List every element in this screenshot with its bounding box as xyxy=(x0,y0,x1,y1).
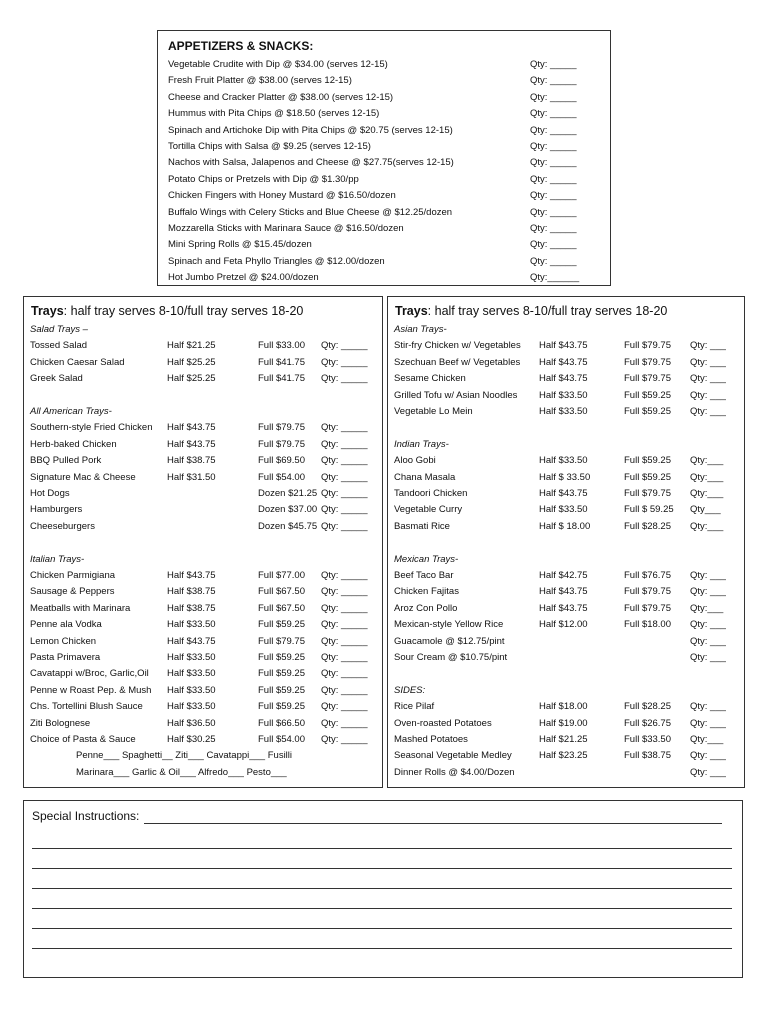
tray-item xyxy=(394,619,740,633)
qty-field[interactable]: Qty: ___ xyxy=(690,635,726,647)
half-price: Half $33.50 xyxy=(167,701,216,713)
item-name: Greek Salad xyxy=(30,373,83,385)
full-price: Full $59.25 xyxy=(624,406,672,417)
appetizer-name: Chicken Fingers with Honey Mustard @ $16.50/dozen xyxy=(168,190,396,202)
half-price: Half $33.50 xyxy=(167,668,216,680)
qty-field[interactable]: Qty: _____ xyxy=(321,504,368,516)
item-name: Dinner Rolls @ $4.00/Dozen xyxy=(394,766,515,778)
item-name: Tossed Salad xyxy=(30,340,88,352)
half-price: Half $42.75 xyxy=(539,570,588,581)
tray-item xyxy=(394,570,740,584)
full-price: Full $59.25 xyxy=(258,684,306,696)
qty-field[interactable]: Qty: _____ xyxy=(321,373,368,385)
appetizer-item xyxy=(168,174,600,185)
appetizer-name: Tortilla Chips with Salsa @ $9.25 (serves 12-15) xyxy=(168,141,371,152)
full-price: Full $79.75 xyxy=(624,340,672,352)
item-name: Sausage & Peppers xyxy=(30,586,115,598)
full-price: Full $79.75 xyxy=(258,635,306,647)
item-name: Chicken Fajitas xyxy=(394,586,459,598)
full-price: Full $ 59.25 xyxy=(624,504,674,516)
qty-field[interactable]: Qty: _____ xyxy=(530,124,577,136)
full-price: Full $38.75 xyxy=(624,750,672,762)
full-price: Dozen $21.25 xyxy=(258,488,318,499)
trays-left-section xyxy=(23,296,383,788)
full-price: Full $18.00 xyxy=(624,619,672,631)
appetizer-item xyxy=(168,92,600,103)
half-price: Half $33.50 xyxy=(539,455,588,467)
half-price: Half $25.25 xyxy=(167,356,216,368)
full-price: Dozen $37.00 xyxy=(258,504,318,516)
half-price: Half $18.00 xyxy=(539,701,588,713)
tray-item xyxy=(30,455,378,469)
qty-field[interactable]: Qty: _____ xyxy=(530,223,577,234)
qty-field[interactable]: Qty: _____ xyxy=(321,471,368,483)
qty-field[interactable]: Qty: _____ xyxy=(321,602,368,614)
qty-field[interactable]: Qty: _____ xyxy=(530,141,577,152)
full-price: Full $67.50 xyxy=(258,586,306,598)
qty-field[interactable]: Qty: _____ xyxy=(321,488,368,499)
trays-left-title: Trays: half tray serves 8-10/full tray serves 18-20 xyxy=(31,304,304,318)
full-price: Full $41.75 xyxy=(258,356,306,368)
qty-field[interactable]: Qty:___ xyxy=(690,734,724,745)
full-price: Full $76.75 xyxy=(624,570,672,581)
qty-field[interactable]: Qty: _____ xyxy=(321,734,368,745)
tray-item xyxy=(394,390,740,404)
qty-field[interactable]: Qty:___ xyxy=(690,488,724,499)
tray-item xyxy=(30,570,378,584)
tray-item xyxy=(30,340,378,354)
half-price: Half $33.50 xyxy=(539,406,588,417)
full-price: Full $28.25 xyxy=(624,701,672,713)
qty-field[interactable]: Qty: ___ xyxy=(690,766,726,778)
tray-item xyxy=(394,586,740,600)
half-price: Half $ 33.50 xyxy=(539,471,591,483)
item-name: Chs. Tortellini Blush Sauce xyxy=(30,701,143,713)
item-name: Guacamole @ $12.75/pint xyxy=(394,635,505,647)
appetizer-name: Mozzarella Sticks with Marinara Sauce @ $16.50/dozen xyxy=(168,223,404,234)
appetizer-item xyxy=(168,207,600,218)
full-price: Full $59.25 xyxy=(258,668,306,680)
category-heading xyxy=(30,406,378,420)
tray-item xyxy=(30,636,378,650)
half-price: Half $19.00 xyxy=(539,717,588,729)
appetizer-name: Cheese and Cracker Platter @ $38.00 (serves 12-15) xyxy=(168,91,394,103)
appetizer-item xyxy=(168,256,600,267)
appetizer-name: Hot Jumbo Pretzel @ $24.00/dozen xyxy=(168,272,319,284)
qty-field[interactable]: Qty: ___ xyxy=(690,389,726,401)
full-price: Full $41.75 xyxy=(258,373,306,385)
half-price: Half $43.75 xyxy=(539,586,588,598)
tray-item xyxy=(30,422,378,436)
item-name: Stir-fry Chicken w/ Vegetables xyxy=(394,340,521,352)
half-price: Half $33.50 xyxy=(539,389,588,401)
half-price: Half $43.75 xyxy=(167,570,216,581)
half-price: Half $38.75 xyxy=(167,602,216,614)
full-price: Full $77.00 xyxy=(258,570,306,581)
half-price: Half $12.00 xyxy=(539,619,588,631)
special-instructions-line[interactable] xyxy=(32,948,732,949)
qty-field[interactable]: Qty:______ xyxy=(530,272,580,284)
tray-item xyxy=(30,521,378,535)
trays-right-section xyxy=(387,296,745,788)
tray-item xyxy=(30,619,378,633)
item-name: Oven-roasted Potatoes xyxy=(394,717,492,729)
category-label: All American Trays- xyxy=(30,406,112,417)
qty-field[interactable]: Qty: _____ xyxy=(321,668,368,680)
special-instructions-line[interactable] xyxy=(32,928,732,929)
full-price: Full $67.50 xyxy=(258,602,306,614)
qty-field[interactable]: Qty: _____ xyxy=(321,684,368,696)
half-price: Half $43.75 xyxy=(539,488,588,499)
tray-item xyxy=(394,357,740,371)
full-price: Full $79.75 xyxy=(624,373,672,385)
tray-item xyxy=(30,603,378,617)
tray-item xyxy=(30,718,378,732)
appetizer-name: Vegetable Crudite with Dip @ $34.00 (serves 12-15) xyxy=(168,59,388,70)
tray-item xyxy=(30,586,378,600)
special-instructions-line[interactable] xyxy=(32,868,732,869)
tray-item xyxy=(30,734,378,748)
qty-field[interactable]: Qty: ___ xyxy=(690,570,726,581)
qty-field[interactable]: Qty: _____ xyxy=(530,108,577,120)
tray-item xyxy=(394,472,740,486)
appetizer-name: Hummus with Pita Chips @ $18.50 (serves 12-15) xyxy=(168,108,380,120)
item-name: Chana Masala xyxy=(394,471,456,483)
pasta-options xyxy=(30,767,378,781)
tray-item xyxy=(30,652,378,666)
half-price: Half $31.50 xyxy=(167,471,216,483)
full-price: Full $59.25 xyxy=(258,652,306,663)
appetizer-item xyxy=(168,75,600,86)
qty-field[interactable]: Qty:___ xyxy=(690,455,724,467)
qty-field[interactable]: Qty: _____ xyxy=(530,239,577,251)
full-price: Full $79.75 xyxy=(624,602,672,614)
qty-field[interactable]: Qty: _____ xyxy=(321,520,368,532)
full-price: Full $79.75 xyxy=(624,488,672,499)
appetizer-item xyxy=(168,272,600,283)
tray-item xyxy=(30,488,378,502)
appetizer-name: Mini Spring Rolls @ $15.45/dozen xyxy=(168,239,312,251)
item-name: Lemon Chicken xyxy=(30,635,97,647)
tray-item xyxy=(30,472,378,486)
qty-field[interactable]: Qty: ___ xyxy=(690,340,726,352)
full-price: Full $79.75 xyxy=(624,586,672,598)
half-price: Half $ 18.00 xyxy=(539,520,591,532)
item-name: Beef Taco Bar xyxy=(394,570,454,581)
qty-field[interactable]: Qty: _____ xyxy=(530,206,577,218)
tray-item xyxy=(394,718,740,732)
qty-field[interactable]: Qty:___ xyxy=(690,471,724,483)
item-name: Signature Mac & Cheese xyxy=(30,471,136,483)
item-name: Mashed Potatoes xyxy=(394,734,468,745)
half-price: Half $43.75 xyxy=(539,356,588,368)
item-name: Ziti Bolognese xyxy=(30,717,91,729)
item-name: Seasonal Vegetable Medley xyxy=(394,750,512,762)
half-price: Half $43.75 xyxy=(167,635,216,647)
half-price: Half $43.75 xyxy=(539,340,588,352)
item-name: Aroz Con Pollo xyxy=(394,602,458,614)
special-instructions-line[interactable] xyxy=(32,888,732,889)
tray-item xyxy=(394,734,740,748)
half-price: Half $43.75 xyxy=(539,373,588,385)
half-price: Half $21.25 xyxy=(167,340,216,352)
full-price: Full $59.25 xyxy=(624,471,672,483)
item-name: Sesame Chicken xyxy=(394,373,466,385)
half-price: Half $25.25 xyxy=(167,373,216,385)
qty-field[interactable]: Qty: _____ xyxy=(530,91,577,103)
category-heading xyxy=(30,324,378,338)
item-name: Penne w Roast Pep. & Mush xyxy=(30,684,152,696)
full-price: Full $33.00 xyxy=(258,340,306,352)
half-price: Half $33.50 xyxy=(167,619,216,631)
qty-field[interactable]: Qty: _____ xyxy=(321,438,368,450)
tray-item xyxy=(30,373,378,387)
tray-item xyxy=(394,504,740,518)
tray-item xyxy=(394,406,740,420)
appetizer-item xyxy=(168,108,600,119)
appetizer-name: Spinach and Artichoke Dip with Pita Chips @ $20.75 (serves 12-15) xyxy=(168,124,453,136)
half-price: Half $30.25 xyxy=(167,734,216,745)
item-name: Sour Cream @ $10.75/pint xyxy=(394,652,508,663)
half-price: Half $23.25 xyxy=(539,750,588,762)
category-label: Salad Trays – xyxy=(30,324,88,335)
tray-item xyxy=(394,521,740,535)
category-label: Italian Trays- xyxy=(30,553,85,565)
category-label: SIDES: xyxy=(394,684,426,696)
item-name: Chicken Parmigiana xyxy=(30,570,116,581)
option-line[interactable]: Marinara___ Garlic & Oil___ Alfredo___ Pesto___ xyxy=(76,766,287,778)
item-name: Tandoori Chicken xyxy=(394,488,468,499)
half-price: Half $38.75 xyxy=(167,586,216,598)
qty-field[interactable]: Qty: _____ xyxy=(530,190,577,202)
full-price: Full $59.25 xyxy=(624,455,672,467)
qty-field[interactable]: Qty:___ xyxy=(690,520,724,532)
qty-field[interactable]: Qty: _____ xyxy=(321,619,368,631)
half-price: Half $43.75 xyxy=(167,438,216,450)
qty-field[interactable]: Qty: _____ xyxy=(530,173,577,185)
item-name: Grilled Tofu w/ Asian Noodles xyxy=(394,389,518,401)
qty-field[interactable]: Qty: ___ xyxy=(690,717,726,729)
category-label: Indian Trays- xyxy=(394,438,449,450)
full-price: Full $54.00 xyxy=(258,734,306,745)
item-name: Choice of Pasta & Sauce xyxy=(30,734,136,745)
qty-field[interactable]: Qty: _____ xyxy=(321,340,368,352)
tray-item xyxy=(394,652,740,666)
special-instructions-field[interactable] xyxy=(144,823,722,824)
full-price: Full $26.75 xyxy=(624,717,672,729)
tray-item xyxy=(30,357,378,371)
category-heading xyxy=(394,554,740,568)
full-price: Full $69.50 xyxy=(258,455,306,467)
qty-field[interactable]: Qty: _____ xyxy=(321,570,368,581)
tray-item xyxy=(30,701,378,715)
special-instructions-line[interactable] xyxy=(32,908,732,909)
full-price: Full $59.25 xyxy=(258,619,306,631)
category-heading xyxy=(394,439,740,453)
appetizers-section xyxy=(157,30,611,286)
qty-field[interactable]: Qty: _____ xyxy=(530,75,577,87)
qty-field[interactable]: Qty: ___ xyxy=(690,356,726,368)
appetizer-item xyxy=(168,223,600,234)
tray-item xyxy=(394,340,740,354)
tray-item xyxy=(394,767,740,781)
tray-item xyxy=(394,455,740,469)
item-name: Hamburgers xyxy=(30,504,83,516)
category-label: Mexican Trays- xyxy=(394,553,459,565)
appetizers-title: APPETIZERS & SNACKS: xyxy=(168,39,314,53)
half-price: Half $33.50 xyxy=(539,504,588,516)
half-price: Half $38.75 xyxy=(167,455,216,467)
item-name: Meatballs with Marinara xyxy=(30,602,131,614)
qty-field[interactable]: Qty: _____ xyxy=(321,635,368,647)
appetizer-name: Buffalo Wings with Celery Sticks and Blue Cheese @ $12.25/dozen xyxy=(168,206,453,218)
item-name: Pasta Primavera xyxy=(30,652,101,663)
tray-item xyxy=(30,685,378,699)
qty-field[interactable]: Qty: _____ xyxy=(321,422,368,434)
tray-item xyxy=(394,750,740,764)
full-price: Full $54.00 xyxy=(258,471,306,483)
appetizer-item xyxy=(168,125,600,136)
appetizer-item xyxy=(168,157,600,168)
appetizer-item xyxy=(168,141,600,152)
pasta-options xyxy=(30,750,378,764)
qty-field[interactable]: Qty: _____ xyxy=(321,586,368,598)
full-price: Full $59.25 xyxy=(624,389,672,401)
category-heading xyxy=(30,554,378,568)
qty-field[interactable]: Qty: _____ xyxy=(530,255,577,267)
half-price: Half $21.25 xyxy=(539,734,588,745)
item-name: Herb-baked Chicken xyxy=(30,438,117,450)
tray-item xyxy=(30,504,378,518)
item-name: BBQ Pulled Pork xyxy=(30,455,102,467)
tray-item xyxy=(394,701,740,715)
qty-field[interactable]: Qty: ___ xyxy=(690,586,726,598)
special-instructions-label: Special Instructions: xyxy=(32,809,140,823)
qty-field[interactable]: Qty: ___ xyxy=(690,701,726,713)
item-name: Penne ala Vodka xyxy=(30,619,102,631)
qty-field[interactable]: Qty: ___ xyxy=(690,652,726,663)
full-price: Full $79.75 xyxy=(258,422,306,434)
special-instructions-section xyxy=(23,800,743,978)
special-instructions-line[interactable] xyxy=(32,848,732,849)
full-price: Dozen $45.75 xyxy=(258,520,318,532)
tray-item xyxy=(30,668,378,682)
half-price: Half $43.75 xyxy=(539,602,588,614)
category-heading xyxy=(394,324,740,338)
qty-field[interactable]: Qty: ___ xyxy=(690,750,726,762)
item-name: Mexican-style Yellow Rice xyxy=(394,619,504,631)
qty-field[interactable]: Qty: ___ xyxy=(690,373,726,385)
item-name: Chicken Caesar Salad xyxy=(30,356,125,368)
qty-field[interactable]: Qty___ xyxy=(690,504,721,516)
appetizer-item xyxy=(168,239,600,250)
category-label: Asian Trays- xyxy=(394,324,447,335)
tray-item xyxy=(394,603,740,617)
qty-field[interactable]: Qty: _____ xyxy=(321,455,368,467)
tray-item xyxy=(394,488,740,502)
qty-field[interactable]: Qty: _____ xyxy=(321,356,368,368)
half-price: Half $36.50 xyxy=(167,717,216,729)
half-price: Half $43.75 xyxy=(167,422,216,434)
item-name: Vegetable Lo Mein xyxy=(394,406,473,417)
full-price: Full $79.75 xyxy=(624,356,672,368)
qty-field[interactable]: Qty: _____ xyxy=(321,701,368,713)
category-heading xyxy=(394,685,740,699)
qty-field[interactable]: Qty: _____ xyxy=(530,157,577,169)
qty-field[interactable]: Qty: _____ xyxy=(321,652,368,663)
item-name: Vegetable Curry xyxy=(394,504,463,516)
full-price: Full $33.50 xyxy=(624,734,672,745)
full-price: Full $59.25 xyxy=(258,701,306,713)
appetizer-item xyxy=(168,190,600,201)
appetizer-item xyxy=(168,59,600,70)
item-name: Cavatappi w/Broc, Garlic,Oil xyxy=(30,668,149,680)
appetizer-name: Spinach and Feta Phyllo Triangles @ $12.00/dozen xyxy=(168,255,385,267)
appetizer-name: Potato Chips or Pretzels with Dip @ $1.30/pp xyxy=(168,173,359,185)
item-name: Rice Pilaf xyxy=(394,701,435,713)
half-price: Half $33.50 xyxy=(167,652,216,663)
item-name: Szechuan Beef w/ Vegetables xyxy=(394,356,521,368)
qty-field[interactable]: Qty: _____ xyxy=(321,717,368,729)
qty-field[interactable]: Qty: ___ xyxy=(690,406,726,417)
qty-field[interactable]: Qty: _____ xyxy=(530,59,577,70)
full-price: Full $66.50 xyxy=(258,717,306,729)
tray-item xyxy=(394,636,740,650)
full-price: Full $28.25 xyxy=(624,520,672,532)
appetizer-name: Nachos with Salsa, Jalapenos and Cheese @ $27.75(serves 12-15) xyxy=(168,157,454,169)
half-price: Half $33.50 xyxy=(167,684,216,696)
item-name: Southern-style Fried Chicken xyxy=(30,422,153,434)
qty-field[interactable]: Qty: ___ xyxy=(690,619,726,631)
full-price: Full $79.75 xyxy=(258,438,306,450)
appetizer-name: Fresh Fruit Platter @ $38.00 (serves 12-15) xyxy=(168,75,352,87)
item-name: Basmati Rice xyxy=(394,520,450,532)
tray-item xyxy=(30,439,378,453)
item-name: Cheeseburgers xyxy=(30,520,95,532)
qty-field[interactable]: Qty:___ xyxy=(690,602,724,614)
item-name: Hot Dogs xyxy=(30,488,70,499)
option-line[interactable]: Penne___ Spaghetti__ Ziti___ Cavatappi___ Fusilli xyxy=(76,750,293,762)
item-name: Aloo Gobi xyxy=(394,455,436,467)
trays-right-title: Trays: half tray serves 8-10/full tray serves 18-20 xyxy=(395,304,668,318)
tray-item xyxy=(394,373,740,387)
